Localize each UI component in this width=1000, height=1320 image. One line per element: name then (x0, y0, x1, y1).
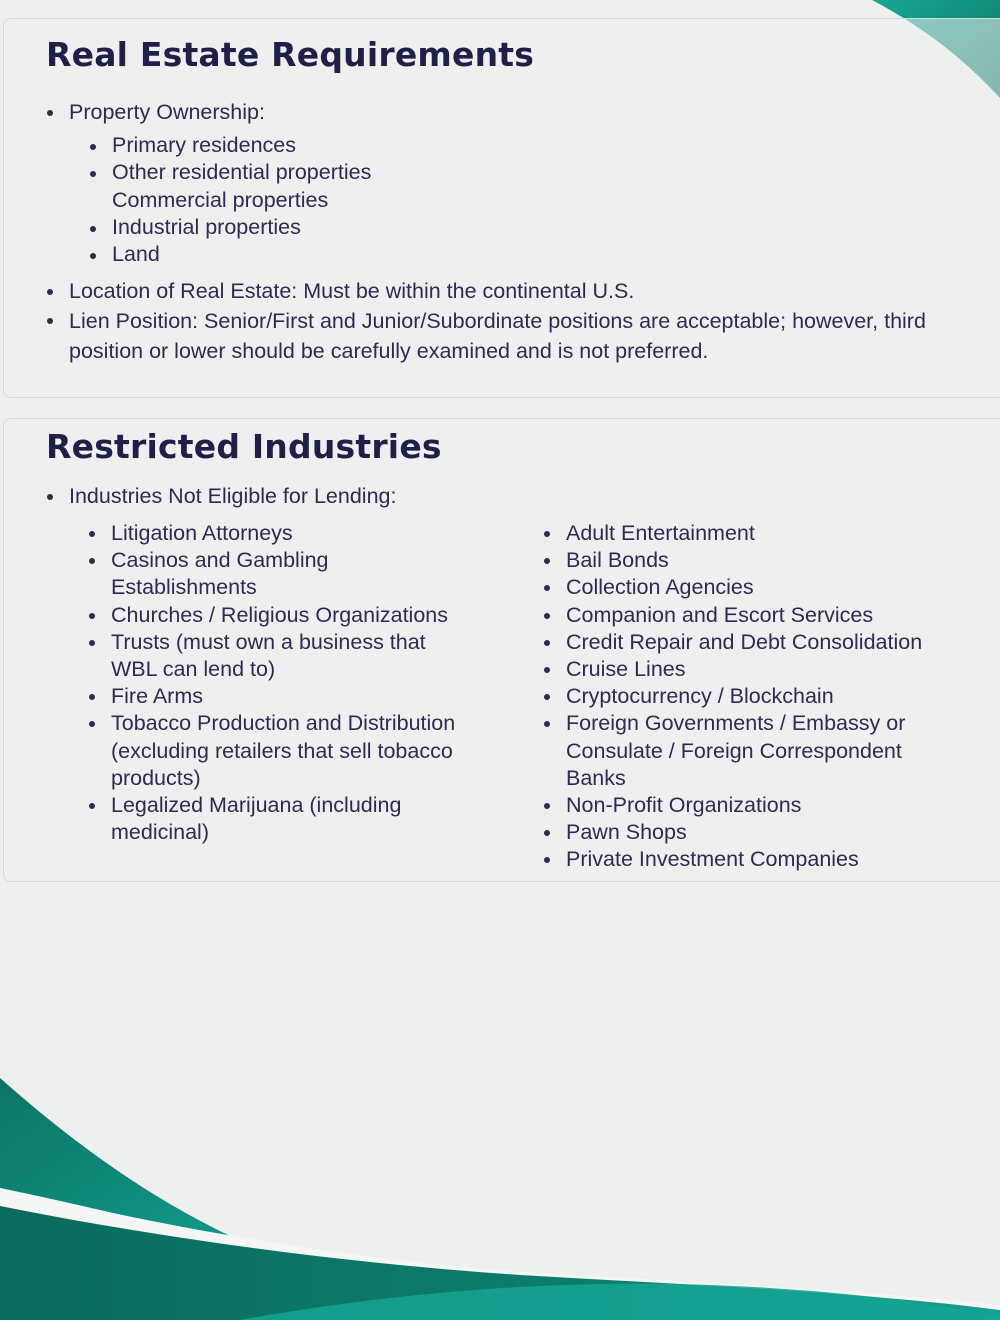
property-ownership-label: Property Ownership: (69, 100, 265, 124)
ownership-item-primary-residences: Primary residences (87, 132, 984, 159)
list-item: Private Investment Companies (541, 846, 981, 873)
restricted-industries-card (3, 418, 1000, 882)
restricted-left-column (86, 520, 541, 874)
real-estate-heading: Real Estate Requirements (46, 35, 535, 74)
real-estate-list (44, 98, 984, 366)
list-item: Legalized Marijuana (including medicinal) (86, 792, 461, 846)
list-item: Fire Arms (86, 683, 541, 710)
bottom-white-band (0, 1188, 1000, 1320)
list-item: Credit Repair and Debt Consolidation (541, 629, 981, 656)
bottom-wave-light (240, 1284, 1000, 1320)
bottom-left-wave-outer (0, 1078, 245, 1243)
ownership-item-other-residential: Other residential properties (87, 159, 984, 186)
list-item: Pawn Shops (541, 819, 981, 846)
list-item: Collection Agencies (541, 574, 981, 601)
not-eligible-item (44, 482, 984, 874)
restricted-columns (86, 520, 984, 874)
ownership-item-commercial: Commercial properties (112, 187, 329, 212)
list-item: Cruise Lines (541, 656, 981, 683)
restricted-industries-heading: Restricted Industries (46, 427, 442, 466)
restricted-right-column (541, 520, 981, 874)
list-item: Adult Entertainment (541, 520, 981, 547)
list-item: Companion and Escort Services (541, 602, 981, 629)
list-item: Trusts (must own a business that WBL can lend to) (86, 629, 456, 683)
list-item: Non-Profit Organizations (541, 792, 981, 819)
real-estate-requirements-card (3, 18, 1000, 398)
list-item: Casinos and Gambling Establishments (86, 547, 411, 601)
list-item: Churches / Religious Organizations (86, 602, 541, 629)
not-eligible-label: Industries Not Eligible for Lending: (69, 484, 397, 508)
location-item: Location of Real Estate: Must be within the continental U.S. (44, 277, 984, 306)
lien-position-item: Lien Position: Senior/First and Junior/Subordinate positions are acceptable; however, third position or lower should be carefully examined and is not preferred. (44, 306, 984, 366)
list-item: Tobacco Production and Distribution (excluding retailers that sell tobacco products) (86, 710, 521, 792)
ownership-item-industrial: Industrial properties (87, 214, 984, 241)
list-item: Bail Bonds (541, 547, 981, 574)
restricted-list (44, 482, 984, 874)
ownership-item-land: Land (87, 241, 984, 268)
bottom-wave-main (0, 1206, 1000, 1320)
list-item: Foreign Governments / Embassy or Consulate / Foreign Correspondent Banks (541, 710, 966, 792)
property-ownership-item (44, 98, 984, 268)
list-item: Cryptocurrency / Blockchain (541, 683, 981, 710)
list-item: Litigation Attorneys (86, 520, 541, 547)
property-ownership-sublist (87, 132, 984, 268)
